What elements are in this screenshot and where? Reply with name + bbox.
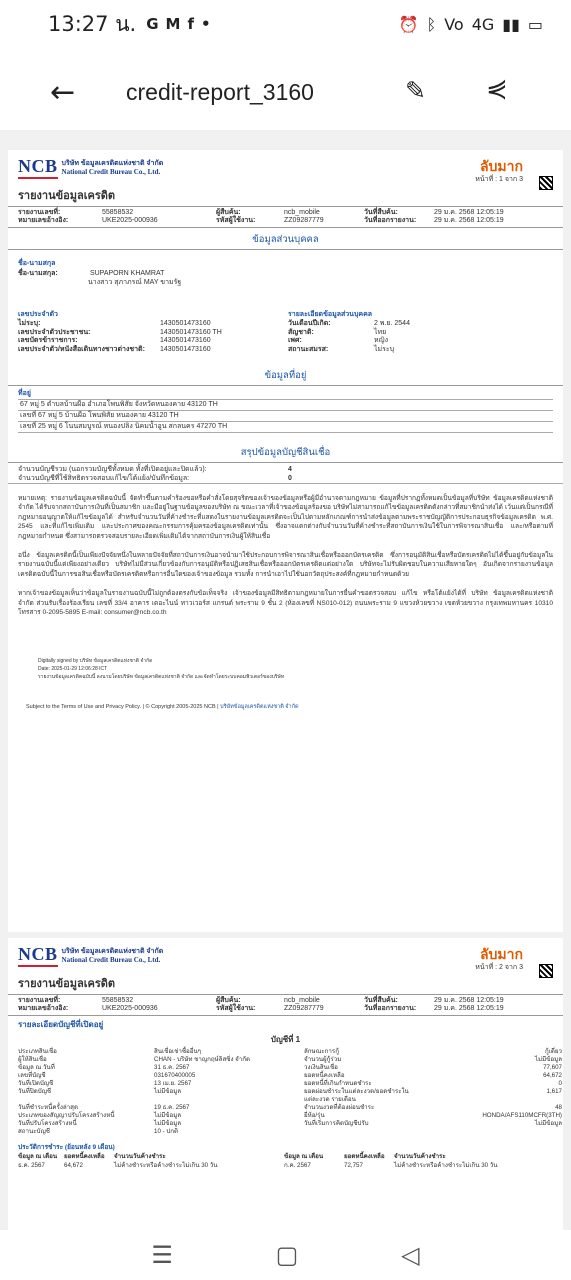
acc-value: 31 ธ.ค. 2567 bbox=[154, 1064, 190, 1071]
google-icon: G bbox=[146, 15, 159, 33]
digital-signature bbox=[8, 657, 563, 681]
meta-value: 29 ม.ค. 2568 12:05:19 bbox=[434, 997, 504, 1004]
detail-label: วันเดือนปีเกิด: bbox=[288, 320, 331, 327]
acc-label: เลขที่บัญชี bbox=[18, 1072, 46, 1079]
acc-label: สถานะบัญชี bbox=[18, 1128, 50, 1135]
ncb-logo bbox=[18, 944, 163, 967]
detail-label: สัญชาติ: bbox=[288, 328, 314, 336]
home-icon[interactable]: ▢ bbox=[275, 1241, 299, 1269]
name-label: ชื่อ-นามสกุล: bbox=[18, 270, 58, 277]
id-label: ไม่ระบุ: bbox=[18, 320, 41, 327]
hist-col: ยอดหนี้คงเหลือ bbox=[344, 1153, 385, 1160]
hist-cell: ก.ค. 2567 bbox=[284, 1162, 311, 1169]
acc-label: ลักษณะการกู้ bbox=[304, 1048, 339, 1055]
acc-value: HONDA/AFS110MCFR(3TH) bbox=[482, 1112, 562, 1119]
name-section: ชื่อ-นามสกุล bbox=[18, 260, 56, 267]
summary-value: 4 bbox=[288, 466, 292, 473]
hist-cell: ไม่ค้างชำระหรือค้างชำระไม่เกิน 30 วัน bbox=[394, 1162, 498, 1169]
address-item: 67 หมู่ 5 ตำบลบ้านผือ อำเภอโพนพิสัย จังหวัดหนองคาย 43120 TH bbox=[18, 400, 553, 411]
pdf-viewer[interactable] bbox=[0, 130, 571, 1230]
acc-label: จำนวนงวดที่ต้องผ่อนชำระ bbox=[304, 1104, 375, 1111]
acc-label: วันที่เริ่มการคิดบัญชีปรับ bbox=[304, 1120, 369, 1127]
summary-value: 0 bbox=[288, 475, 292, 482]
meta-value: 55858532 bbox=[102, 209, 134, 216]
hist-cell: 72,757 bbox=[344, 1162, 363, 1169]
contact-paragraph: หากเจ้าของข้อมูลเห็นว่าข้อมูลในรายงานฉบับนี้ไม่ถูกต้องตรงกับข้อเท็จจริง เจ้าของข้อมูลมีสิทธิตามกฎหมายในการยื่นคำขอตรวจสอบ แก้ไข หรือโต้แย้งได้ที่ บริษัท ข้อมูลเครดิตแห่งชาติ จำกัด ส่วนรับเรื่องร้องเรียน เลขที่ 33/4 อาคาร เดอะไนน์ ทาวเวอร์ส แกรนด์ พระราม 9 ชั้น 2 (ห้องเลขที่ NS010-012) ถนนพระราม 9 แขวงห้วยขวาง เขตห้วยขวาง กรุงเทพมหานคร 10310 โทรสาร 0-2095-5895 E-mail: consumer@ncb.co.th bbox=[18, 590, 553, 617]
acc-label: วันที่ปิดบัญชี bbox=[18, 1088, 52, 1095]
pdf-page-1 bbox=[8, 150, 563, 932]
signal-icon: ▮▮ bbox=[502, 14, 520, 34]
report-meta bbox=[8, 206, 563, 228]
signature-line: Digitally signed by บริษัท ข้อมูลเครดิตแห่งชาติ จำกัด bbox=[38, 658, 153, 665]
back-nav-icon[interactable]: ◁ bbox=[401, 1241, 420, 1269]
name-th: นางสาว สุภาภรณ์ MAY ขามรัฐ bbox=[88, 279, 182, 286]
share-icon[interactable]: ⋞ bbox=[486, 74, 508, 104]
meta-value: 29 ม.ค. 2568 12:05:19 bbox=[434, 1005, 504, 1012]
meta-value: UKE2025-000936 bbox=[102, 217, 158, 224]
page-count: หน้าที่ : 2 จาก 3 bbox=[475, 964, 523, 971]
report-meta bbox=[8, 994, 563, 1016]
footer-text: Subject to the Terms of Use and Privacy Policy. | © Copyright 2005-2025 NCB | bbox=[26, 704, 219, 711]
meta-value: ZZ09287779 bbox=[284, 1005, 324, 1012]
account-title: บัญชีที่ 1 bbox=[270, 1035, 301, 1044]
payment-history-header bbox=[8, 1152, 563, 1161]
acc-value: 10 - ปกติ bbox=[154, 1128, 179, 1135]
acc-value: 1,617 bbox=[546, 1088, 562, 1095]
document-title: credit-report_3160 bbox=[126, 78, 314, 105]
acc-value: 13 เม.ย. 2567 bbox=[154, 1080, 192, 1087]
acc-value: 64,672 bbox=[543, 1072, 562, 1079]
company-name-en: National Credit Bureau Co., Ltd. bbox=[61, 167, 161, 176]
address-label: ที่อยู่ bbox=[18, 390, 31, 397]
address-item: เลขที่ 67 หมู่ 5 บ้านผือ โพนพิสัย หนองคาย 43120 TH bbox=[18, 411, 553, 422]
acc-value: ไม่มีข้อมูล bbox=[154, 1088, 182, 1095]
alarm-icon: ⏰ bbox=[398, 14, 419, 34]
logo-mark: NCB bbox=[18, 944, 58, 967]
status-time: 13:27 น. bbox=[48, 11, 137, 36]
meta-value: 55858532 bbox=[102, 997, 134, 1004]
address-list bbox=[18, 399, 553, 433]
detail-value: หญิง bbox=[374, 337, 388, 344]
id-value: 1430501473160 bbox=[160, 345, 211, 353]
meta-label: วันที่สืบค้น: bbox=[364, 209, 398, 216]
recent-apps-icon[interactable]: ☰ bbox=[151, 1241, 173, 1269]
summary-label: จำนวนบัญชีรวม (นอกรวมบัญชีทั้งหมด ทั้งที่เปิดอยู่และปิดแล้ว): bbox=[18, 466, 207, 473]
hist-col: จำนวนวันค้างชำระ bbox=[394, 1153, 446, 1160]
ncb-logo bbox=[18, 156, 163, 179]
hist-cell: 64,672 bbox=[64, 1162, 83, 1169]
acc-label: ยอดผ่อนชำระในแต่ละงวด/ยอดชำระในแต่ละงวด รายเดือน bbox=[304, 1088, 409, 1103]
acc-value: CHAN - บริษัท ชาญกฤษ์ลิสซิ่ง จำกัด bbox=[154, 1056, 251, 1063]
acc-label: จำนวนผู้กู้ร่วม bbox=[304, 1056, 342, 1063]
meta-value: ZZ09287779 bbox=[284, 217, 324, 224]
hist-col: ข้อมูล ณ เดือน bbox=[18, 1153, 58, 1160]
id-list bbox=[18, 320, 288, 354]
edit-icon[interactable]: ✎ bbox=[405, 76, 426, 105]
company-name-th: บริษัท ข้อมูลเครดิตแห่งชาติ จำกัด bbox=[61, 947, 164, 955]
logo-mark: NCB bbox=[18, 156, 58, 179]
detail-label: เพศ: bbox=[288, 337, 302, 344]
payment-history-row bbox=[8, 1161, 563, 1170]
acc-value: 77,607 bbox=[543, 1064, 562, 1071]
acc-label: วงเงินสินเชื่อ bbox=[304, 1064, 338, 1071]
payment-history-title: ประวัติการชำระ (ย้อนหลัง 9 เดือน) bbox=[18, 1144, 115, 1151]
summary-list bbox=[8, 465, 563, 484]
volte-icon: Vo bbox=[444, 14, 464, 34]
acc-label: ยอดหนี้ที่เกินกำหนดชำระ bbox=[304, 1080, 372, 1087]
acc-label: ยอดหนี้คงเหลือ bbox=[304, 1072, 345, 1079]
company-name-en: National Credit Bureau Co., Ltd. bbox=[61, 955, 161, 964]
confidential-label: ลับมาก bbox=[479, 946, 523, 962]
id-label: เลขประจำตัวประชาชน: bbox=[18, 328, 91, 336]
section-address: ข้อมูลที่อยู่ bbox=[8, 368, 563, 386]
company-name-th: บริษัท ข้อมูลเครดิตแห่งชาติ จำกัด bbox=[61, 159, 164, 167]
detail-section: รายละเอียดข้อมูลส่วนบุคคล bbox=[288, 311, 373, 318]
meta-value: ncb_mobile bbox=[284, 997, 320, 1004]
meta-value: 29 ม.ค. 2568 12:05:19 bbox=[434, 209, 504, 216]
meta-label: รายงานเลขที่: bbox=[18, 209, 61, 216]
meta-label: วันที่สืบค้น: bbox=[364, 997, 398, 1004]
name-en: SUPAPORN KHAMRAT bbox=[89, 270, 165, 277]
name-row-th bbox=[8, 278, 563, 287]
acc-label: ผู้ให้สินเชื่อ bbox=[18, 1056, 47, 1063]
id-section: เลขประจำตัว bbox=[18, 311, 58, 318]
acc-label: วันที่ชำระหนี้ครั้งล่าสุด bbox=[18, 1104, 78, 1111]
system-nav-bar bbox=[0, 1230, 571, 1280]
section-personal: ข้อมูลส่วนบุคคล bbox=[8, 232, 563, 250]
qr-code-icon bbox=[539, 964, 553, 978]
page-count: หน้าที่ : 1 จาก 3 bbox=[475, 176, 523, 183]
id-value: 1430501473160 bbox=[160, 320, 211, 327]
meta-label: ผู้สืบค้น: bbox=[216, 997, 241, 1004]
dot-icon: • bbox=[201, 15, 211, 33]
acc-label: ประเภทสินเชื่อ bbox=[18, 1048, 57, 1055]
hist-col: ยอดหนี้คงเหลือ bbox=[64, 1153, 105, 1160]
report-title: รายงานข้อมูลเครดิต bbox=[18, 978, 116, 990]
name-row bbox=[8, 269, 563, 278]
meta-label: ผู้สืบค้น: bbox=[216, 209, 241, 216]
acc-value: 48 bbox=[555, 1104, 562, 1111]
id-value: 1430501473160 TH bbox=[160, 328, 222, 336]
account-section: รายละเอียดบัญชีที่เปิดอยู่ bbox=[18, 1020, 104, 1029]
network-label: 4G bbox=[471, 14, 495, 34]
bluetooth-icon: ᛒ bbox=[426, 14, 437, 34]
meta-label: รหัสผู้ใช้งาน: bbox=[216, 217, 256, 224]
account-detail bbox=[8, 1046, 563, 1138]
address-item: เลขที่ 25 หมู่ 6 โนนสมบูรณ์ หนองปลิง นิคมน้ำอูน สกลนคร 47270 TH bbox=[18, 422, 553, 433]
section-summary: สรุปข้อมูลบัญชีสินเชื่อ bbox=[8, 445, 563, 463]
meta-label: วันที่ออกรายงาน: bbox=[364, 1005, 417, 1012]
acc-label: วันที่เปิดบัญชี bbox=[18, 1080, 54, 1087]
detail-label: สถานะสมรส: bbox=[288, 345, 329, 353]
page-footer bbox=[8, 703, 563, 711]
remark-paragraph: หมายเหตุ: รายงานข้อมูลเครดิตฉบับนี้ จัดทำขึ้นตามคำร้องขอหรือคำสั่งโดยสุจริตของเจ้าของข้อมูลหรือผู้มีอำนาจตามกฎหมาย ข้อมูลที่ปรากฏทั้งหมดเป็นข้อมูลที่บริษัท ข้อมูลเครดิตแห่งชาติ จำกัด ได้รับจากสถาบันการเงินที่เป็นสมาชิก และมีอยู่ในฐานข้อมูลของบริษัท ณ ขณะเวลาที่เจ้าของข้อมูลร้องขอ บริษัทไม่สามารถแก้ไขข้อมูลเครดิตดังกล่าวที่สมาชิกนำส่งได้ เว้นแต่เป็นกรณีที่กฎหมายอนุญาตให้แก้ไขข้อมูลได้ สำหรับจำนวนวันที่ค้างชำระที่แสดงในรายงานข้อมูลเครดิตจะเป็นไปตามหลักเกณฑ์การนำส่งข้อมูลตามพระราชบัญญัติการประกอบธุรกิจข้อมูลเครดิต พ.ศ. 2545 และที่แก้ไขเพิ่มเติม และประกาศของคณะกรรมการคุ้มครองข้อมูลเครดิตเท่านั้น ซึ่งอาจแตกต่างกับจำนวนวันที่ค้างชำระที่สถาบันการเงินใช้ในการพิจารณาสินเชื่อ และ/หรือตามที่กฎหมายกำหนด ซึ่งสามารถตรวจสอบรายละเอียดเพิ่มเติมได้จากสถาบันการเงินผู้ให้สินเชื่อ bbox=[18, 495, 553, 540]
hist-cell: ไม่ค้างชำระหรือค้างชำระไม่เกิน 30 วัน bbox=[114, 1162, 218, 1169]
acc-label: ข้อมูล ณ วันที่ bbox=[18, 1064, 55, 1071]
signature-note: รายงานข้อมูลเครดิตฉบับนี้ ลงนามโดยบริษัท ข้อมูลเครดิตแห่งชาติ จำกัด และจัดทำโดยระบบคอมพิวเตอร์ของบริษัท bbox=[38, 674, 285, 681]
detail-value: ไม่ระบุ bbox=[374, 345, 395, 353]
pdf-page-2 bbox=[8, 938, 563, 1230]
meta-value: ncb_mobile bbox=[284, 209, 320, 216]
acc-value: ไม่มีข้อมูล bbox=[534, 1120, 562, 1127]
back-arrow-icon[interactable]: ← bbox=[50, 74, 76, 110]
detail-value: ไทย bbox=[374, 328, 387, 336]
confidential-label: ลับมาก bbox=[479, 158, 523, 174]
meta-label: รหัสผู้ใช้งาน: bbox=[216, 1005, 256, 1012]
acc-label: วันที่ปรับโครงสร้างหนี้ bbox=[18, 1120, 77, 1127]
detail-list bbox=[288, 320, 563, 354]
id-label: เลขบัตรข้าราชการ: bbox=[18, 337, 78, 344]
hist-col: จำนวนวันค้างชำระ bbox=[114, 1153, 166, 1160]
disclaimer-paragraph: อนึ่ง ข้อมูลเครดิตนี้เป็นเพียงปัจจัยหนึ่งในหลายปัจจัยที่สถาบันการเงินอาจนำมาใช้ประกอบการพิจารณาสินเชื่อหรือออกบัตรเครดิต ซึ่งการอนุมัติสินเชื่อหรือบัตรเครดิตไม่ได้ขึ้นอยู่กับข้อมูลในรายงานฉบับนี้แต่เพียงอย่างเดียว บริษัทไม่มีส่วนเกี่ยวข้องกับการอนุมัติหรือปฏิเสธสินเชื่อหรือออกบัตรเครดิตแต่อย่างใด บริษัทจะไม่รับผิดชอบในความเสียหายใดๆ อันเกิดจากรายงานข้อมูลเครดิตฉบับนี้ในการขอสินเชื่อหรือบัตรเครดิตหรือการอื่นใดของเจ้าของข้อมูล รวมทั้ง การนำเอาไปใช้นอกวัตถุประสงค์ที่กฎหมายกำหนดด้วย bbox=[18, 552, 553, 578]
battery-icon: ▭ bbox=[527, 14, 543, 34]
summary-label: จำนวนบัญชีที่ใช้สิทธิตรวจสอบแก้ไข/โต้แย้ง/บันทึกข้อมูล: bbox=[18, 475, 190, 482]
signature-date: Date: 2025-01-29 12:06:28 ICT bbox=[38, 666, 108, 673]
acc-value: 031670400005 bbox=[154, 1072, 196, 1079]
meta-value: 29 ม.ค. 2568 12:05:19 bbox=[434, 217, 504, 224]
id-label: เลขประจำตัว/หนังสือเดินทางชาวต่างชาติ: bbox=[18, 345, 145, 353]
acc-value: ไม่มีข้อมูล bbox=[154, 1112, 182, 1119]
meta-label: หมายเลขอ้างอิง: bbox=[18, 1005, 69, 1012]
acc-value: 0 bbox=[558, 1080, 562, 1087]
hist-col: ข้อมูล ณ เดือน bbox=[284, 1153, 324, 1160]
acc-value: ไม่มีข้อมูล bbox=[154, 1120, 182, 1127]
hist-cell: ธ.ค. 2567 bbox=[18, 1162, 45, 1169]
id-value: 1430501473160 bbox=[160, 337, 211, 344]
gmail-icon: M bbox=[165, 15, 181, 33]
acc-value: ไม่มีข้อมูล bbox=[534, 1056, 562, 1063]
acc-value: กู้เดี่ยว bbox=[545, 1048, 562, 1055]
facebook-icon: f bbox=[187, 15, 195, 33]
acc-label: ประเภทของสัญญาปรับโครงสร้างหนี้ bbox=[18, 1112, 115, 1119]
meta-label: หมายเลขอ้างอิง: bbox=[18, 217, 69, 224]
meta-label: วันที่ออกรายงาน: bbox=[364, 217, 417, 224]
acc-value: 19 ธ.ค. 2567 bbox=[154, 1104, 190, 1111]
acc-label: ยี่ห้อ/รุ่น bbox=[304, 1112, 325, 1119]
detail-value: 2 พ.ย. 2544 bbox=[374, 320, 410, 327]
app-bar bbox=[0, 60, 571, 124]
acc-value: สินเชื่อเช่าซื้ออื่นๆ bbox=[154, 1048, 202, 1055]
meta-value: UKE2025-000936 bbox=[102, 1005, 158, 1012]
footer-link[interactable]: บริษัทข้อมูลเครดิตแห่งชาติ จำกัด bbox=[220, 704, 299, 711]
report-title: รายงานข้อมูลเครดิต bbox=[18, 190, 116, 202]
meta-label: รายงานเลขที่: bbox=[18, 997, 61, 1004]
status-bar bbox=[0, 0, 571, 48]
qr-code-icon bbox=[539, 176, 553, 190]
